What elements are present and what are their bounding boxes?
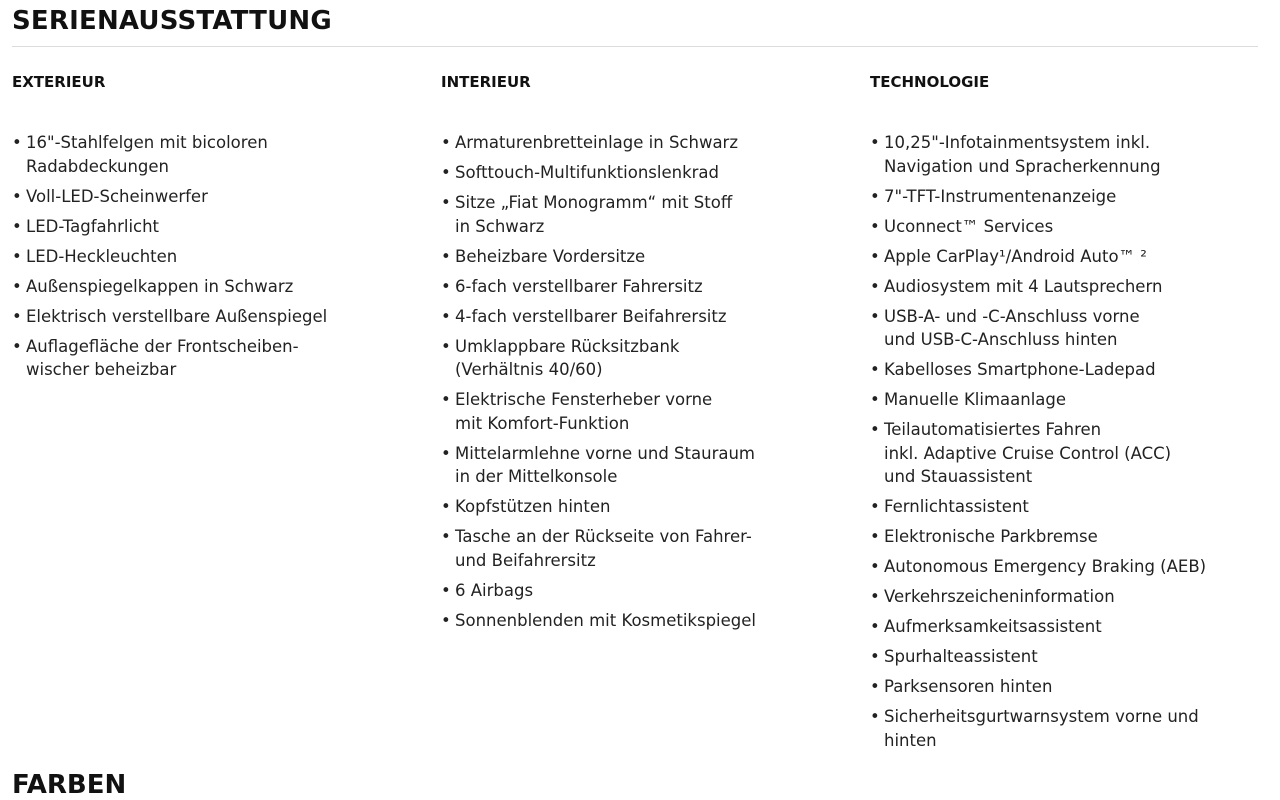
feature-item: • Aufmerksamkeitsassistent bbox=[870, 615, 1206, 639]
feature-item: • Außenspiegelkappen in Schwarz bbox=[12, 275, 327, 299]
column-heading-exterieur: EXTERIEUR bbox=[12, 73, 106, 91]
feature-item: • LED-Heckleuchten bbox=[12, 245, 327, 269]
column-interieur bbox=[441, 72, 841, 630]
feature-item: • Verkehrszeicheninformation bbox=[870, 585, 1206, 609]
title-divider bbox=[12, 46, 1258, 47]
feature-item: • Apple CarPlay¹/Android Auto™ ² bbox=[870, 245, 1206, 269]
feature-item: • Tasche an der Rückseite von Fahrer- und Beifahrersitz bbox=[441, 525, 756, 572]
feature-item: • Voll-LED-Scheinwerfer bbox=[12, 185, 327, 209]
feature-item: • Umklappbare Rücksitzbank (Verhältnis 40/60) bbox=[441, 335, 756, 382]
feature-item: • Autonomous Emergency Braking (AEB) bbox=[870, 555, 1206, 579]
feature-item: • LED-Tagfahrlicht bbox=[12, 215, 327, 239]
column-heading-technologie: TECHNOLOGIE bbox=[870, 73, 990, 91]
feature-item: • Spurhalteassistent bbox=[870, 645, 1206, 669]
feature-item: • Fernlichtassistent bbox=[870, 495, 1206, 519]
feature-item: • 6 Airbags bbox=[441, 579, 756, 603]
feature-item: • Softtouch-Multifunktionslenkrad bbox=[441, 161, 756, 185]
feature-item: • Kopfstützen hinten bbox=[441, 495, 756, 519]
column-heading-interieur: INTERIEUR bbox=[441, 73, 531, 91]
feature-list-exterieur bbox=[12, 131, 327, 388]
feature-item: • Mittelarmlehne vorne und Stauraum in der Mittelkonsole bbox=[441, 442, 756, 489]
column-technologie bbox=[870, 72, 1270, 750]
feature-item: • Auflagefläche der Frontscheiben- wischer beheizbar bbox=[12, 335, 327, 382]
feature-item: • 7"-TFT-Instrumentenanzeige bbox=[870, 185, 1206, 209]
feature-item: • Sicherheitsgurtwarnsystem vorne und hinten bbox=[870, 705, 1206, 752]
feature-item: • Parksensoren hinten bbox=[870, 675, 1206, 699]
feature-item: • Beheizbare Vordersitze bbox=[441, 245, 756, 269]
next-section-title: FARBEN bbox=[12, 770, 127, 800]
feature-item: • Elektrisch verstellbare Außenspiegel bbox=[12, 305, 327, 329]
feature-item: • 6-fach verstellbarer Fahrersitz bbox=[441, 275, 756, 299]
feature-item: • Kabelloses Smartphone-Ladepad bbox=[870, 358, 1206, 382]
feature-item: • Uconnect™ Services bbox=[870, 215, 1206, 239]
feature-item: • USB-A- und -C-Anschluss vorne und USB-C-Anschluss hinten bbox=[870, 305, 1206, 352]
feature-item: • 4-fach verstellbarer Beifahrersitz bbox=[441, 305, 756, 329]
feature-item: • Manuelle Klimaanlage bbox=[870, 388, 1206, 412]
feature-list-interieur bbox=[441, 131, 756, 639]
feature-item: • Sitze „Fiat Monogramm“ mit Stoff in Schwarz bbox=[441, 191, 756, 238]
feature-item: • 16"-Stahlfelgen mit bicoloren Radabdeckungen bbox=[12, 131, 327, 178]
feature-item: • Elektrische Fensterheber vorne mit Komfort-Funktion bbox=[441, 388, 756, 435]
section-title: SERIENAUSSTATTUNG bbox=[12, 6, 332, 36]
column-exterieur bbox=[12, 72, 412, 379]
feature-item: • Audiosystem mit 4 Lautsprechern bbox=[870, 275, 1206, 299]
feature-item: • Teilautomatisiertes Fahren inkl. Adaptive Cruise Control (ACC) und Stauassistent bbox=[870, 418, 1206, 489]
feature-item: • Sonnenblenden mit Kosmetikspiegel bbox=[441, 609, 756, 633]
feature-item: • 10,25"-Infotainmentsystem inkl. Navigation und Spracherkennung bbox=[870, 131, 1206, 178]
feature-item: • Elektronische Parkbremse bbox=[870, 525, 1206, 549]
feature-item: • Armaturenbretteinlage in Schwarz bbox=[441, 131, 756, 155]
feature-list-technologie bbox=[870, 131, 1206, 759]
